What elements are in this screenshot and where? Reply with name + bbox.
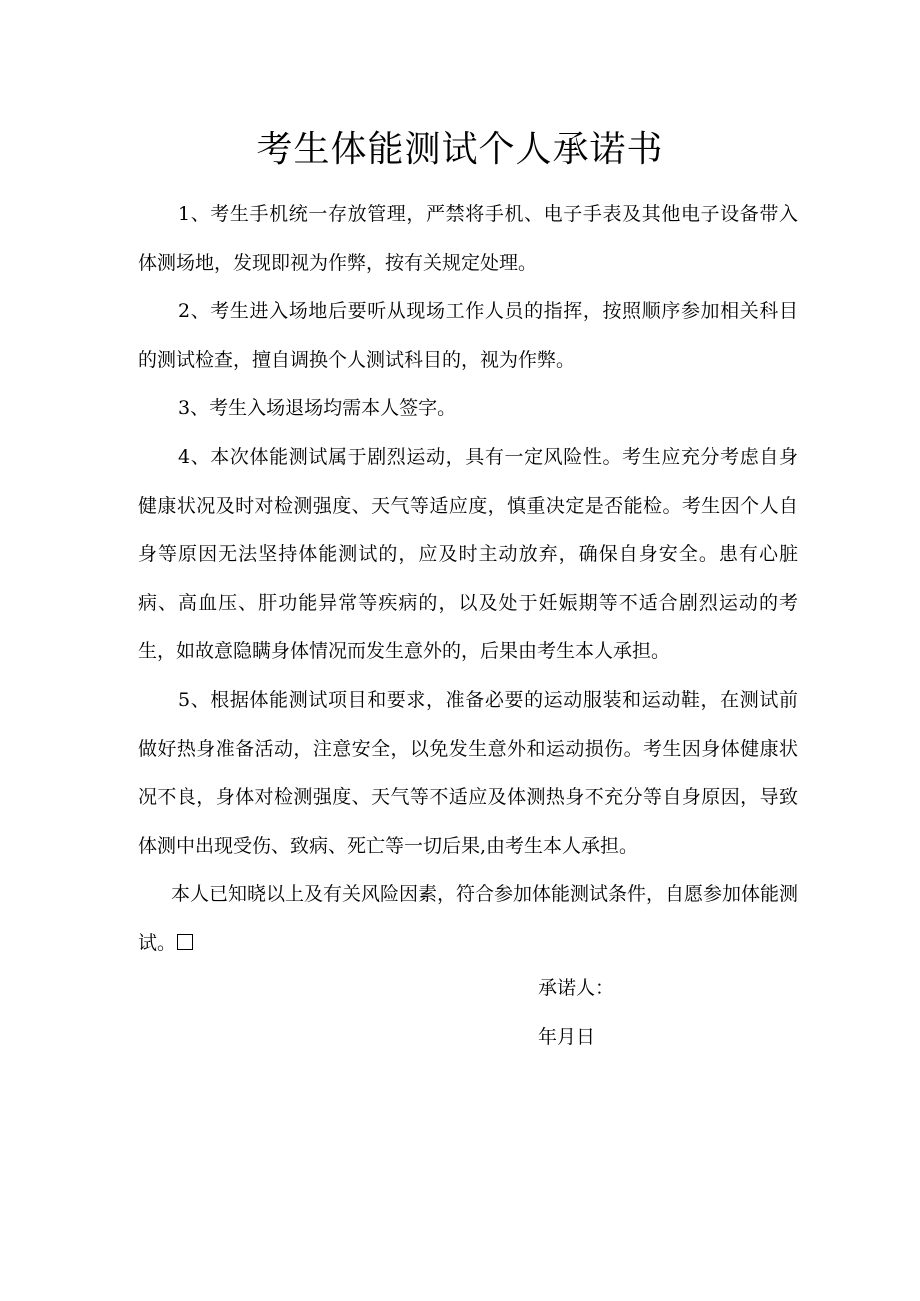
- clause-4: 4、本次体能测试属于剧烈运动，具有一定风险性。考生应充分考虑自身健康状况及时对检测强度、天气等适应度，慎重决定是否能检。考生因个人自身等原因无法坚持体能测试的，应及时主动放弃，确保自身安全。患有心脏病、高血压、肝功能异常等疾病的，以及处于妊娠期等不适合剧烈运动的考生，如故意隐瞒身体情况而发生意外的，后果由考生本人承担。: [138, 445, 798, 663]
- closing-statement: [138, 870, 798, 967]
- signature-label: 承诺人：: [538, 977, 615, 999]
- document-body: [138, 190, 798, 968]
- closing-statement-text: 本人已知晓以上及有关风险因素，符合参加体能测试条件，自愿参加体能测试。: [138, 883, 799, 954]
- clause-3: 3、考生入场退场均需本人签字。: [178, 397, 457, 420]
- date-label: 年月日: [538, 1026, 596, 1048]
- clause-5: 5、根据体能测试项目和要求，准备必要的运动服装和运动鞋，在测试前做好热身准备活动，注意安全，以免发生意外和运动损伤。考生因身体健康状况不良，身体对检测强度、天气等不适应及体测热身不充分等自身原因，导致体测中出现受伤、致病、死亡等一切后果,由考生本人承担。: [138, 688, 798, 857]
- consent-checkbox[interactable]: [177, 934, 193, 950]
- document-title: 考生体能测试个人承诺书: [256, 129, 664, 170]
- clause-2: 2、考生进入场地后要听从现场工作人员的指挥，按照顺序参加相关科目的测试检查，擅自调换个人测试科目的，视为作弊。: [138, 300, 798, 371]
- clause-1: 1、考生手机统一存放管理，严禁将手机、电子手表及其他电子设备带入体测场地，发现即视为作弊，按有关规定处理。: [138, 203, 798, 274]
